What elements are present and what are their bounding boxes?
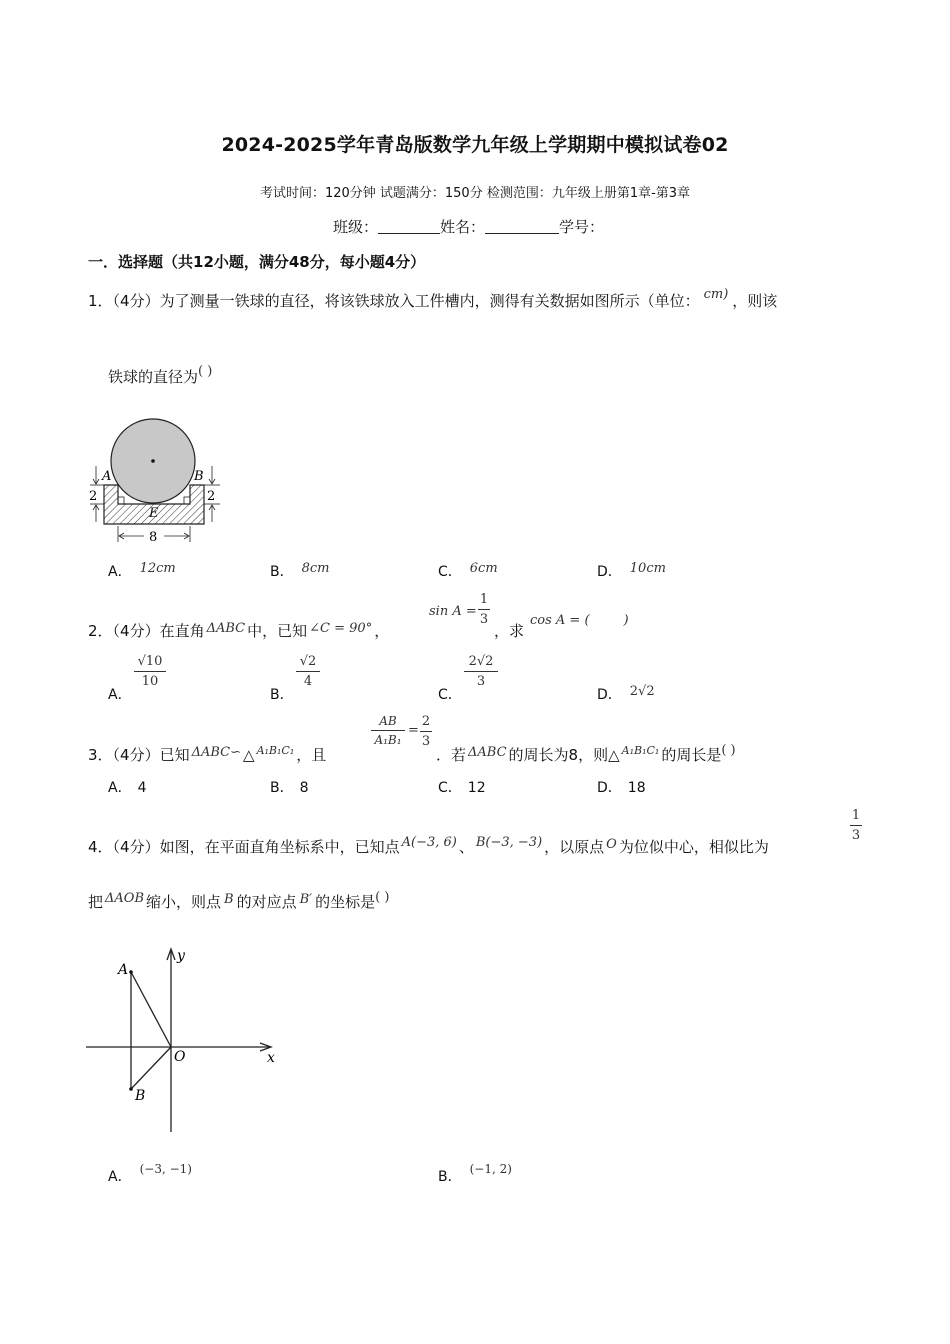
q4-option-a-letter: A． — [108, 1169, 132, 1185]
q4-fig-label-x: x — [267, 1050, 275, 1066]
q4-option-b-value: (−1, 2) — [469, 1162, 512, 1176]
q1-fig-dim-bottom: 8 — [149, 530, 158, 545]
q1-text-a: 为了测量一铁球的直径，将该铁球放入工件槽内，测得有关数据如图所示（单位： — [159, 292, 700, 310]
q4-fig-label-b: B — [135, 1088, 146, 1104]
q1-option-b[interactable] — [270, 561, 330, 581]
q4-b-letter: B — [224, 892, 234, 907]
q1-option-d-value: 10cm — [629, 561, 666, 576]
q4-points: （4分） — [112, 838, 160, 856]
q4-text-d: 把 — [88, 893, 104, 911]
q1-text-b: ，则该 — [732, 292, 778, 310]
q3-ratio-fraction — [371, 714, 405, 747]
q3-option-b-value: 8 — [299, 780, 309, 796]
q2-option-b-letter[interactable]: B． — [270, 687, 294, 703]
class-blank[interactable] — [378, 219, 440, 234]
q3-line-start — [88, 744, 326, 765]
q3-points: （4分） — [112, 746, 160, 764]
q3-ratio-rhs — [420, 714, 432, 749]
q1-number: 1． — [88, 292, 113, 310]
q1-figure — [86, 416, 226, 548]
right-angle-mark-left — [118, 497, 124, 504]
q3-option-c-value: 12 — [467, 780, 486, 796]
q4-triangle-aob: ΔAOB — [105, 891, 145, 906]
q4-ratio-den: 3 — [851, 828, 861, 843]
q4-text-f: 的对应点 — [236, 893, 297, 911]
q2-option-c-letter[interactable]: C． — [438, 687, 462, 703]
q1-text-c: 铁球的直径为 — [108, 368, 199, 386]
q3-ratio-num: AB — [379, 714, 397, 728]
q2-comma: ， — [374, 622, 390, 640]
q4-ratio-num: 1 — [851, 808, 861, 823]
q2-option-c-num: 2√2 — [468, 654, 494, 669]
q3-similar: ΔABC∽ — [191, 745, 242, 760]
q4-coordinate-figure — [84, 944, 284, 1136]
q4-origin: O — [606, 837, 617, 852]
q2-sin-num: 1 — [479, 592, 489, 607]
q3-option-c[interactable] — [438, 777, 486, 797]
q1-paren: ( ) — [198, 364, 213, 379]
q4-point-a: A(−3, 6) — [401, 835, 457, 850]
q2-line — [88, 620, 389, 641]
q3-option-d-letter: D． — [597, 780, 622, 796]
q3-line-end — [436, 744, 736, 765]
q1-line2 — [108, 366, 212, 387]
q4-point-b: B(−3, −3) — [475, 835, 543, 850]
q3-option-b[interactable] — [270, 777, 309, 797]
q2-sin-den: 3 — [479, 612, 489, 627]
q3-option-d-value: 18 — [627, 780, 646, 796]
q1-fig-dim-right: 2 — [207, 489, 216, 504]
q2-sin-label: sin A = — [429, 604, 477, 619]
q2-number: 2． — [88, 622, 113, 640]
name-blank[interactable] — [485, 219, 559, 234]
q3-text-d: 的周长为8，则△ — [508, 746, 620, 764]
q4-text-e: 缩小，则点 — [146, 893, 222, 911]
q1-option-c-letter: C． — [438, 564, 462, 580]
q3-option-c-letter: C． — [438, 780, 462, 796]
q3-ratio-rhs-den: 3 — [421, 734, 431, 749]
segment-bo — [131, 1047, 171, 1089]
q3-triangle-symbol: △ — [243, 746, 255, 764]
q3-text-b: ，且 — [296, 746, 327, 764]
q1-option-a-value: 12cm — [139, 561, 176, 576]
section-heading: 一．选择题（共12小题，满分48分，每小题4分） — [88, 253, 426, 271]
q3-option-a[interactable] — [108, 777, 147, 797]
q1-points: （4分） — [112, 292, 160, 310]
q2-option-c-value[interactable] — [464, 654, 498, 689]
q1-option-d-letter: D． — [597, 564, 622, 580]
q2-cos-label: cos A = ( — [530, 613, 590, 628]
q2-text-a: 在直角 — [159, 622, 205, 640]
q3-text-c: ．若 — [436, 746, 467, 764]
q3-option-d[interactable] — [597, 777, 646, 797]
q2-option-d-letter: D． — [597, 687, 622, 703]
ball-center — [151, 459, 155, 463]
q2-option-b-den: 4 — [303, 674, 313, 689]
q4-b-prime: B′ — [299, 892, 313, 907]
q3-triangle-abc: ΔABC — [468, 745, 507, 760]
page-title: 2024-2025学年青岛版数学九年级上学期期中模拟试卷02 — [221, 134, 729, 156]
q3-option-b-letter: B． — [270, 780, 294, 796]
q4-fig-label-a: A — [118, 962, 129, 978]
q2-option-a-value[interactable] — [134, 654, 166, 689]
q3-ratio-den: A₁B₁ — [374, 733, 402, 747]
q2-option-b-value[interactable] — [296, 654, 320, 689]
segment-ao — [131, 972, 171, 1047]
number-label: 学号： — [559, 218, 605, 236]
q4-line2 — [88, 891, 389, 912]
q4-number: 4． — [88, 838, 113, 856]
q2-angle: ∠C = 90° — [309, 621, 373, 636]
q1-line1 — [88, 287, 778, 311]
q1-fig-label-b: B — [194, 469, 204, 484]
q1-fig-label-a: A — [102, 469, 112, 484]
exam-info: 考试时间：120分钟 试题满分：150分 检测范围：九年级上册第1章-第3章 — [259, 186, 691, 201]
point-a-dot — [129, 970, 133, 974]
q4-fig-label-o: O — [174, 1049, 186, 1065]
q4-paren: ( ) — [375, 890, 390, 905]
q2-text-c: ，求 — [494, 622, 525, 640]
q1-option-d[interactable] — [597, 561, 666, 581]
q4-line1 — [88, 836, 769, 857]
q1-fig-label-e: E — [149, 506, 159, 521]
q3-paren: ( ) — [721, 743, 736, 758]
q3-ratio-rhs-num: 2 — [421, 714, 431, 729]
point-b-dot — [129, 1087, 133, 1091]
q2-option-d-value: 2√2 — [629, 684, 655, 699]
q2-option-a-den: 10 — [141, 674, 159, 689]
q2-close-paren: ) — [623, 613, 629, 628]
q2-option-d[interactable] — [597, 684, 655, 704]
right-angle-mark-right — [184, 497, 190, 504]
q2-cos — [530, 613, 629, 628]
q4-option-b-letter: B． — [438, 1169, 462, 1185]
q4-option-b[interactable] — [438, 1162, 512, 1186]
q4-text-g: 的坐标是 — [315, 893, 376, 911]
q2-option-a-num: √10 — [137, 654, 163, 669]
q1-unit: cm) — [703, 287, 729, 302]
student-info-line — [333, 216, 604, 237]
q3-ratio-equals: = — [408, 723, 419, 738]
q1-option-a-letter: A． — [108, 564, 132, 580]
q4-ratio-fraction — [850, 808, 862, 843]
q1-fig-dim-left: 2 — [89, 489, 98, 504]
class-label: 班级： — [333, 218, 379, 236]
q1-option-a[interactable] — [108, 561, 176, 581]
q3-number: 3． — [88, 746, 113, 764]
q4-text-c: 为位似中心，相似比为 — [618, 838, 769, 856]
q4-separator: 、 — [458, 838, 474, 856]
q4-text-a: 如图，在平面直角坐标系中，已知点 — [159, 838, 400, 856]
q2-points: （4分） — [112, 622, 160, 640]
q2-option-a-letter[interactable]: A． — [108, 687, 132, 703]
name-label: 姓名： — [440, 218, 486, 236]
q4-option-a-value: (−3, −1) — [139, 1162, 192, 1176]
q1-option-b-letter: B． — [270, 564, 294, 580]
q2-option-c-den: 3 — [476, 674, 486, 689]
q3-text-a: 已知 — [159, 746, 190, 764]
q1-option-c[interactable] — [438, 561, 498, 581]
q3-text-e: 的周长是 — [661, 746, 722, 764]
q3-triangle-a1b1c1-2: A₁B₁C₁ — [621, 744, 660, 757]
q3-option-a-letter: A． — [108, 780, 132, 796]
q2-text-b: 中，已知 — [247, 622, 308, 640]
q2-triangle: ΔABC — [206, 621, 246, 636]
q4-option-a[interactable] — [108, 1162, 192, 1186]
q4-text-b: ，以原点 — [544, 838, 605, 856]
q2-sin-fraction — [478, 592, 490, 627]
q3-option-a-value: 4 — [137, 780, 147, 796]
q4-fig-label-y: y — [177, 948, 185, 964]
q3-triangle-a1b1c1: A₁B₁C₁ — [256, 744, 295, 757]
q2-option-b-num: √2 — [299, 654, 317, 669]
q1-option-c-value: 6cm — [469, 561, 498, 576]
q1-option-b-value: 8cm — [301, 561, 330, 576]
